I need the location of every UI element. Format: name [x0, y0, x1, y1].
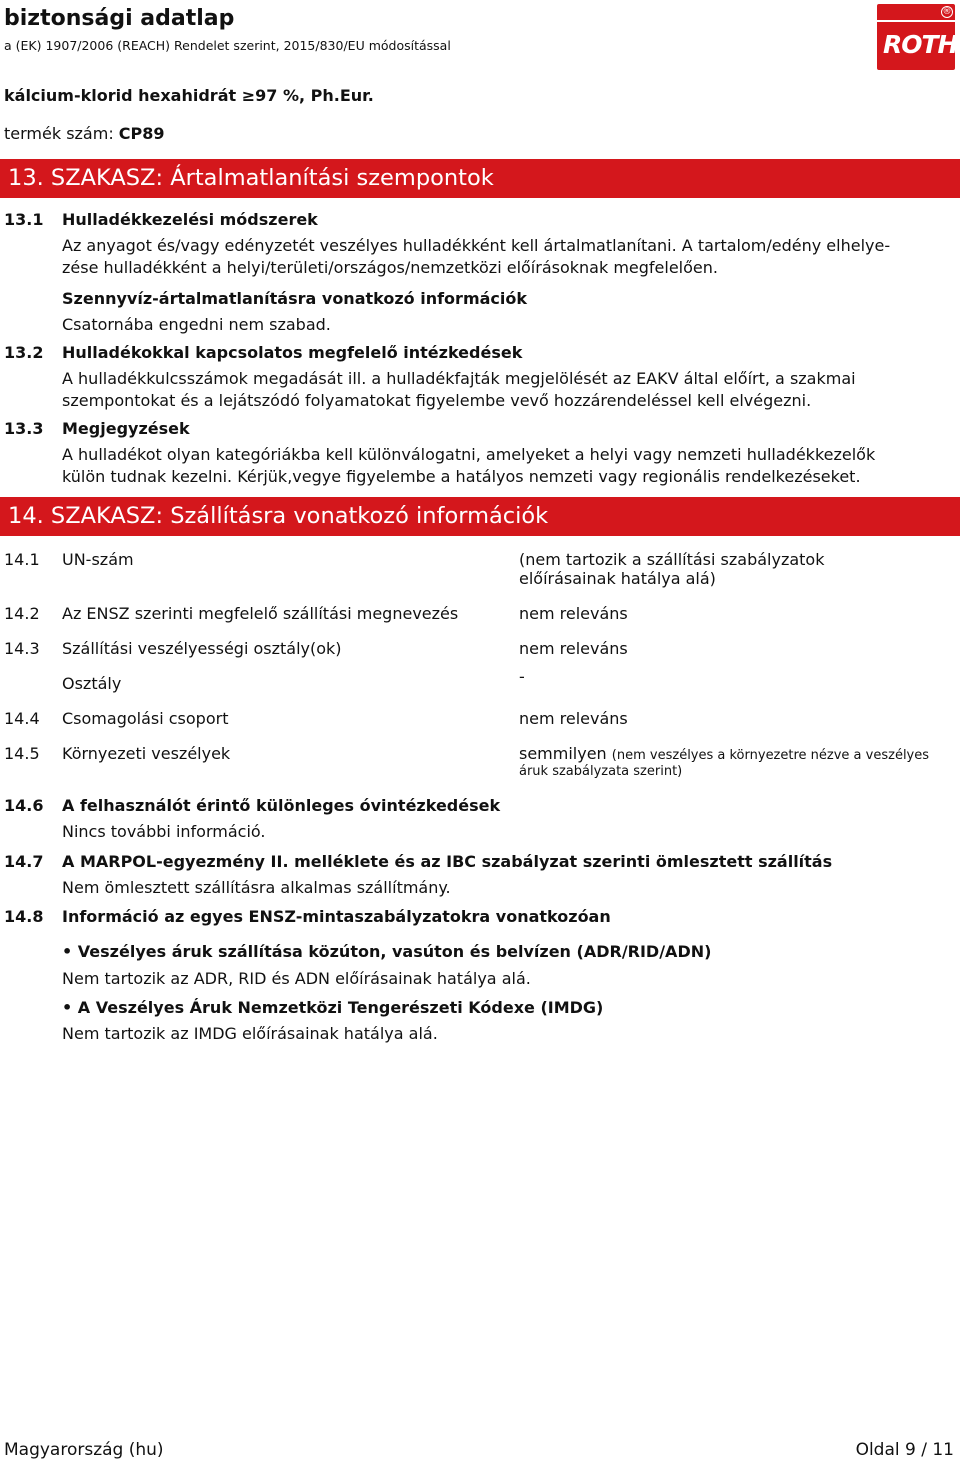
- document-subtitle: a (EK) 1907/2006 (REACH) Rendelet szerint, 2015/830/EU módosítással: [4, 38, 451, 53]
- s13-3-text-line2: külön tudnak kezelni. Kérjük,vegye figyelembe a hatályos nemzeti vagy regionális rendelkezéseket.: [62, 467, 861, 486]
- s14-6-number: 14.6: [4, 796, 44, 815]
- s14-8-bullet-adr-text: Nem tartozik az ADR, RID és ADN előírásainak hatálya alá.: [62, 969, 531, 988]
- footer-page-number: Oldal 9 / 11: [855, 1440, 954, 1460]
- s14-5-value-note2: áruk szabályzata szerint): [519, 764, 683, 779]
- section-14-heading: 14. SZAKASZ: Szállításra vonatkozó információk: [0, 497, 960, 536]
- s13-3-number: 13.3: [4, 419, 44, 438]
- s14-5-value-main: semmilyen: [519, 744, 607, 763]
- s14-1-value-line2: előírásainak hatálya alá): [519, 569, 716, 588]
- s14-4-number: 14.4: [4, 709, 40, 728]
- s13-1-text-line1: Az anyagot és/vagy edényzetét veszélyes hulladékként kell ártalmatlanítani. A tartalom/edény elhelye-: [62, 236, 891, 255]
- s13-1-sub-text: Csatornába engedni nem szabad.: [62, 315, 331, 334]
- s14-5-value: [519, 743, 929, 766]
- s14-4-label: Csomagolási csoport: [62, 709, 229, 728]
- s14-8-bullet-imdg-text: Nem tartozik az IMDG előírásainak hatálya alá.: [62, 1024, 438, 1043]
- s13-2-number: 13.2: [4, 343, 44, 362]
- s14-3-label: Szállítási veszélyességi osztály(ok): [62, 639, 342, 658]
- logo-text: ROTH: [883, 30, 958, 59]
- s14-6-text: Nincs további információ.: [62, 822, 266, 841]
- s14-7-text: Nem ömlesztett szállításra alkalmas szállítmány.: [62, 878, 451, 897]
- document-title: biztonsági adatlap: [4, 6, 235, 31]
- s13-2-text-line2: szempontokat és a lejátszódó folyamatokat figyelembe vevő hozzárendeléssel kell elvégezni.: [62, 391, 812, 410]
- roth-logo: [877, 4, 958, 70]
- s14-3-number: 14.3: [4, 639, 40, 658]
- product-name: kálcium-klorid hexahidrát ≥97 %, Ph.Eur.: [4, 86, 374, 105]
- s14-1-number: 14.1: [4, 550, 40, 569]
- s14-5-value-note1: (nem veszélyes a környezetre nézve a veszélyes: [611, 748, 930, 763]
- s14-2-value: nem releváns: [519, 604, 628, 623]
- s14-2-number: 14.2: [4, 604, 40, 623]
- s14-8-title: Információ az egyes ENSZ-mintaszabályzatokra vonatkozóan: [62, 907, 611, 926]
- s14-5-number: 14.5: [4, 744, 40, 763]
- s13-3-title: Megjegyzések: [62, 419, 190, 438]
- s14-2-label: Az ENSZ szerinti megfelelő szállítási megnevezés: [62, 604, 459, 623]
- s13-1-text-line2: zése hulladékként a helyi/területi/országos/nemzetközi előírásoknak megfelelően.: [62, 258, 718, 277]
- product-number-label: termék szám:: [4, 124, 119, 143]
- s14-6-title: A felhasználót érintő különleges óvintézkedések: [62, 796, 501, 815]
- s14-8-bullet-adr-title: • Veszélyes áruk szállítása közúton, vasúton és belvízen (ADR/RID/ADN): [62, 942, 712, 961]
- s13-2-text-line1: A hulladékkulcsszámok megadását ill. a hulladékfajták megjelölését az EAKV által előírt, a szakmai: [62, 369, 856, 388]
- s14-7-title: A MARPOL-egyezmény II. melléklete és az IBC szabályzat szerinti ömlesztett szállítás: [62, 852, 833, 871]
- s13-2-title: Hulladékokkal kapcsolatos megfelelő intézkedések: [62, 343, 523, 362]
- s14-8-bullet-imdg-title: • A Veszélyes Áruk Nemzetközi Tengerészeti Kódexe (IMDG): [62, 998, 604, 1017]
- s14-3-value: nem releváns: [519, 639, 628, 658]
- s14-1-value-line1: (nem tartozik a szállítási szabályzatok: [519, 550, 825, 569]
- s13-3-text-line1: A hulladékot olyan kategóriákba kell különválogatni, amelyeket a helyi vagy nemzeti hulladékkezelők: [62, 445, 876, 464]
- s13-1-number: 13.1: [4, 210, 44, 229]
- s14-4-value: nem releváns: [519, 709, 628, 728]
- s14-3-class-value: -: [519, 667, 525, 686]
- s13-1-title: Hulladékkezelési módszerek: [62, 210, 318, 229]
- product-number-value: CP89: [118, 124, 165, 143]
- s14-3-class-label: Osztály: [62, 674, 122, 693]
- s14-7-number: 14.7: [4, 852, 44, 871]
- registered-mark-icon: ®: [942, 7, 952, 17]
- product-number: [4, 124, 165, 143]
- section-13-heading: 13. SZAKASZ: Ártalmatlanítási szempontok: [0, 159, 960, 198]
- s13-1-sub-title: Szennyvíz-ártalmatlanításra vonatkozó információk: [62, 289, 528, 308]
- s14-1-label: UN-szám: [62, 550, 134, 569]
- footer-country: Magyarország (hu): [4, 1440, 164, 1460]
- logo-band: [877, 20, 955, 22]
- s14-5-label: Környezeti veszélyek: [62, 744, 231, 763]
- s14-8-number: 14.8: [4, 907, 44, 926]
